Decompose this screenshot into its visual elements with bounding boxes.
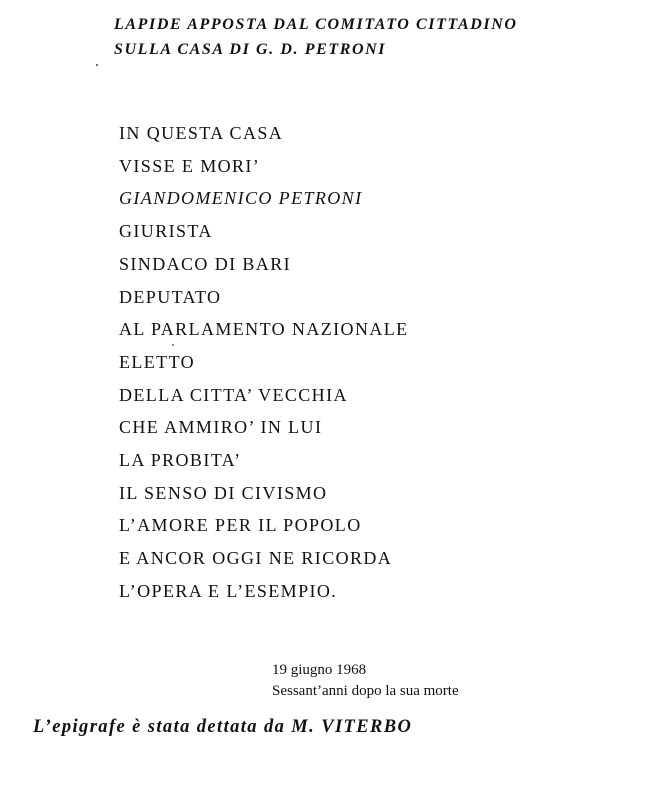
date-subtitle: Sessant’anni dopo la sua morte: [272, 683, 459, 699]
epigraph-line: E ANCOR OGGI NE RICORDA: [119, 548, 393, 569]
epigraph-line: IL SENSO DI CIVISMO: [119, 482, 328, 503]
epigraph-line: LA PROBITA’: [119, 450, 242, 471]
epigraph-line: IN QUESTA CASA: [119, 123, 284, 143]
epigraph-line-name: GIANDOMENICO PETRONI: [119, 188, 363, 209]
epigraph-line: L’OPERA E L’ESEMPIO.: [119, 580, 338, 601]
heading-line-2: SULLA CASA DI G. D. PETRONI: [114, 41, 387, 58]
epigraph-text: [119, 117, 409, 608]
heading-line-1: LAPIDE APPOSTA DAL COMITATO CITTADINO: [114, 16, 518, 33]
epigraph-line: AL PARLAMENTO NAZIONALE: [119, 319, 409, 340]
epigraph-line: SINDACO DI BARI: [119, 253, 292, 274]
scan-speck: [96, 64, 98, 66]
document-heading: [114, 12, 518, 62]
epigraph-credit: L’epigrafe è stata dettata da M. VITERBO: [33, 717, 413, 737]
epigraph-line: DEPUTATO: [119, 286, 222, 307]
date-line: 19 giugno 1968: [272, 662, 367, 678]
date-block: [272, 660, 459, 702]
epigraph-line: VISSE E MORI’: [119, 155, 261, 176]
epigraph-line: DELLA CITTA’ VECCHIA: [119, 384, 348, 405]
epigraph-line: ELETTO: [119, 351, 196, 372]
epigraph-line: L’AMORE PER IL POPOLO: [119, 515, 362, 536]
epigraph-line: GIURISTA: [119, 221, 213, 242]
scan-speck: [172, 344, 174, 346]
epigraph-line: CHE AMMIRO’ IN LUI: [119, 417, 323, 438]
